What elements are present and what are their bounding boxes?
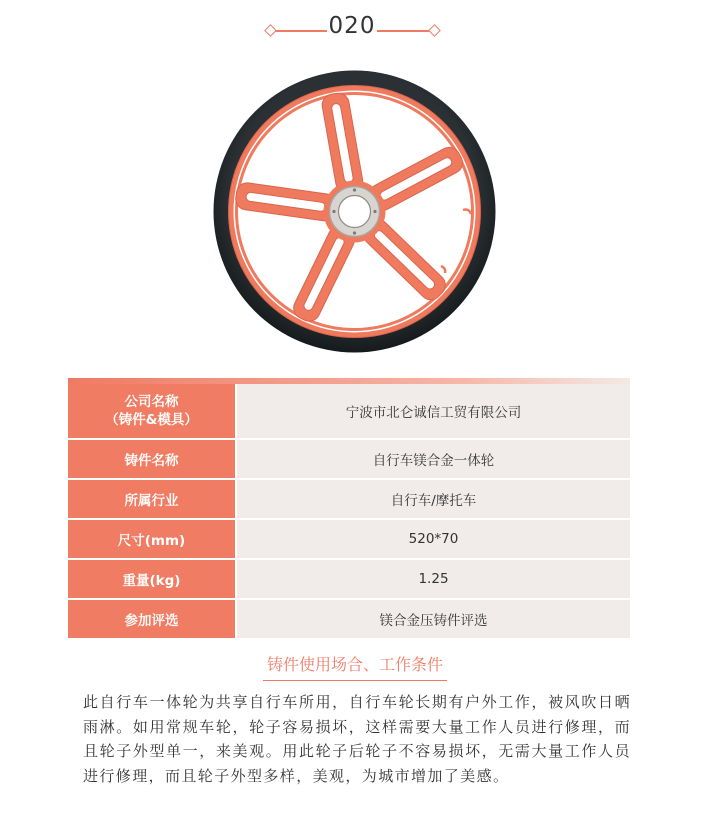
number-header [0, 10, 710, 50]
section-body: 此自行车一体轮为共享自行车所用，自行车轮长期有户外工作，被风吹日晒雨淋。如用常规车轮，轮子容易损坏，这样需要大量工作人员进行修理，而且轮子外型单一，来美观。用此轮子后轮子不容易损坏，无需大量工作人员进行修理，而且轮子外型多样，美观，为城市增加了美感。 [83, 693, 631, 785]
section-title-text: 铸件使用场合、工作条件 [263, 652, 447, 681]
spec-key [68, 384, 236, 439]
spec-value: 自行车镁合金一体轮 [236, 439, 630, 479]
divider-right [377, 30, 432, 32]
bicycle-wheel-image [213, 70, 496, 353]
spec-key: 重量(kg) [68, 559, 236, 599]
table-row [68, 384, 630, 439]
spec-key: 尺寸(mm) [68, 519, 236, 559]
item-number: 020 [328, 13, 376, 39]
divider-left [272, 30, 327, 32]
table-row [68, 439, 630, 479]
spec-value: 宁波市北仑诚信工贸有限公司 [236, 384, 630, 439]
spec-table [68, 384, 630, 638]
spec-key-line: 公司名称 [124, 394, 179, 410]
spec-key: 所属行业 [68, 479, 236, 519]
table-row [68, 479, 630, 519]
spec-value: 镁合金压铸件评选 [236, 599, 630, 638]
spec-value: 1.25 [236, 559, 630, 599]
spec-key: 参加评选 [68, 599, 236, 638]
table-row [68, 519, 630, 559]
spec-key-line: （铸件&模具） [105, 412, 198, 428]
diamond-ornament-left [264, 24, 277, 37]
spec-key: 铸件名称 [68, 439, 236, 479]
diamond-ornament-right [428, 24, 441, 37]
section-title [0, 652, 710, 681]
table-row [68, 559, 630, 599]
spec-value: 自行车/摩托车 [236, 479, 630, 519]
spec-value: 520*70 [236, 519, 630, 559]
table-row [68, 599, 630, 638]
